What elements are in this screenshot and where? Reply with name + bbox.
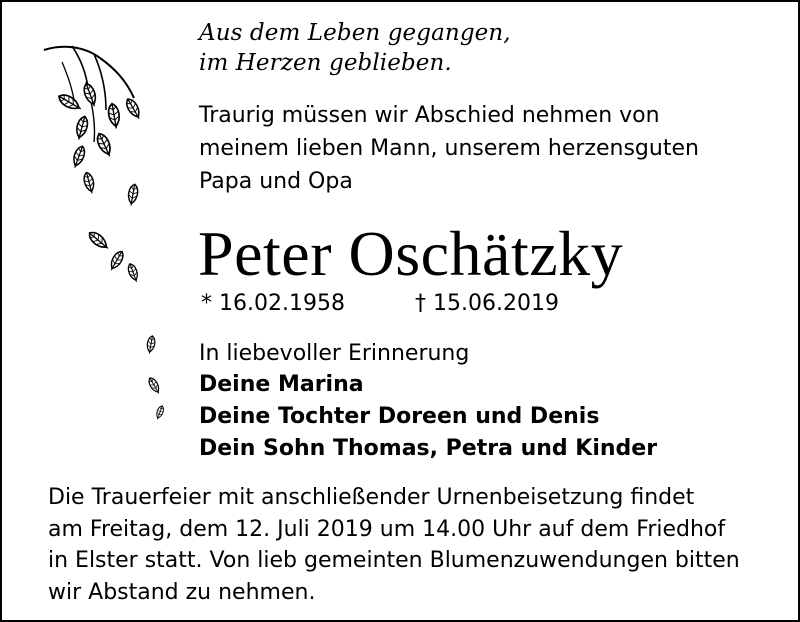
motto [199, 18, 511, 78]
funeral-line: Die Trauerfeier mit anschließender Urnenbeisetzung findet [48, 485, 695, 510]
funeral-line: in Elster statt. Von lieb gemeinten Blumenzuwendungen bitten [48, 548, 740, 573]
mourner: Deine Marina [199, 372, 364, 397]
intro-line: Traurig müssen wir Abschied nehmen von [199, 103, 660, 128]
falling-leaves-icon [2, 2, 202, 422]
motto-line: im Herzen geblieben. [199, 50, 452, 76]
funeral-line: am Freitag, dem 12. Juli 2019 um 14.00 Uhr auf dem Friedhof [48, 516, 726, 542]
mourners-list [199, 369, 657, 465]
death-date: † 15.06.2019 [415, 291, 559, 316]
intro-line: meinem lieben Mann, unserem herzensguten [199, 136, 699, 161]
funeral-info [48, 482, 740, 608]
deceased-name: Peter Oschätzky [198, 218, 624, 289]
funeral-line: wir Abstand zu nehmen. [48, 579, 316, 605]
intro-text [199, 99, 699, 198]
memory-line: In liebevoller Erinnerung [199, 341, 470, 366]
birth-date: * 16.02.1958 [201, 291, 345, 316]
mourner: Deine Tochter Doreen und Denis [199, 404, 600, 429]
intro-line: Papa und Opa [199, 169, 353, 194]
mourner: Dein Sohn Thomas, Petra und Kinder [199, 436, 658, 461]
motto-line: Aus dem Leben gegangen, [199, 20, 511, 46]
